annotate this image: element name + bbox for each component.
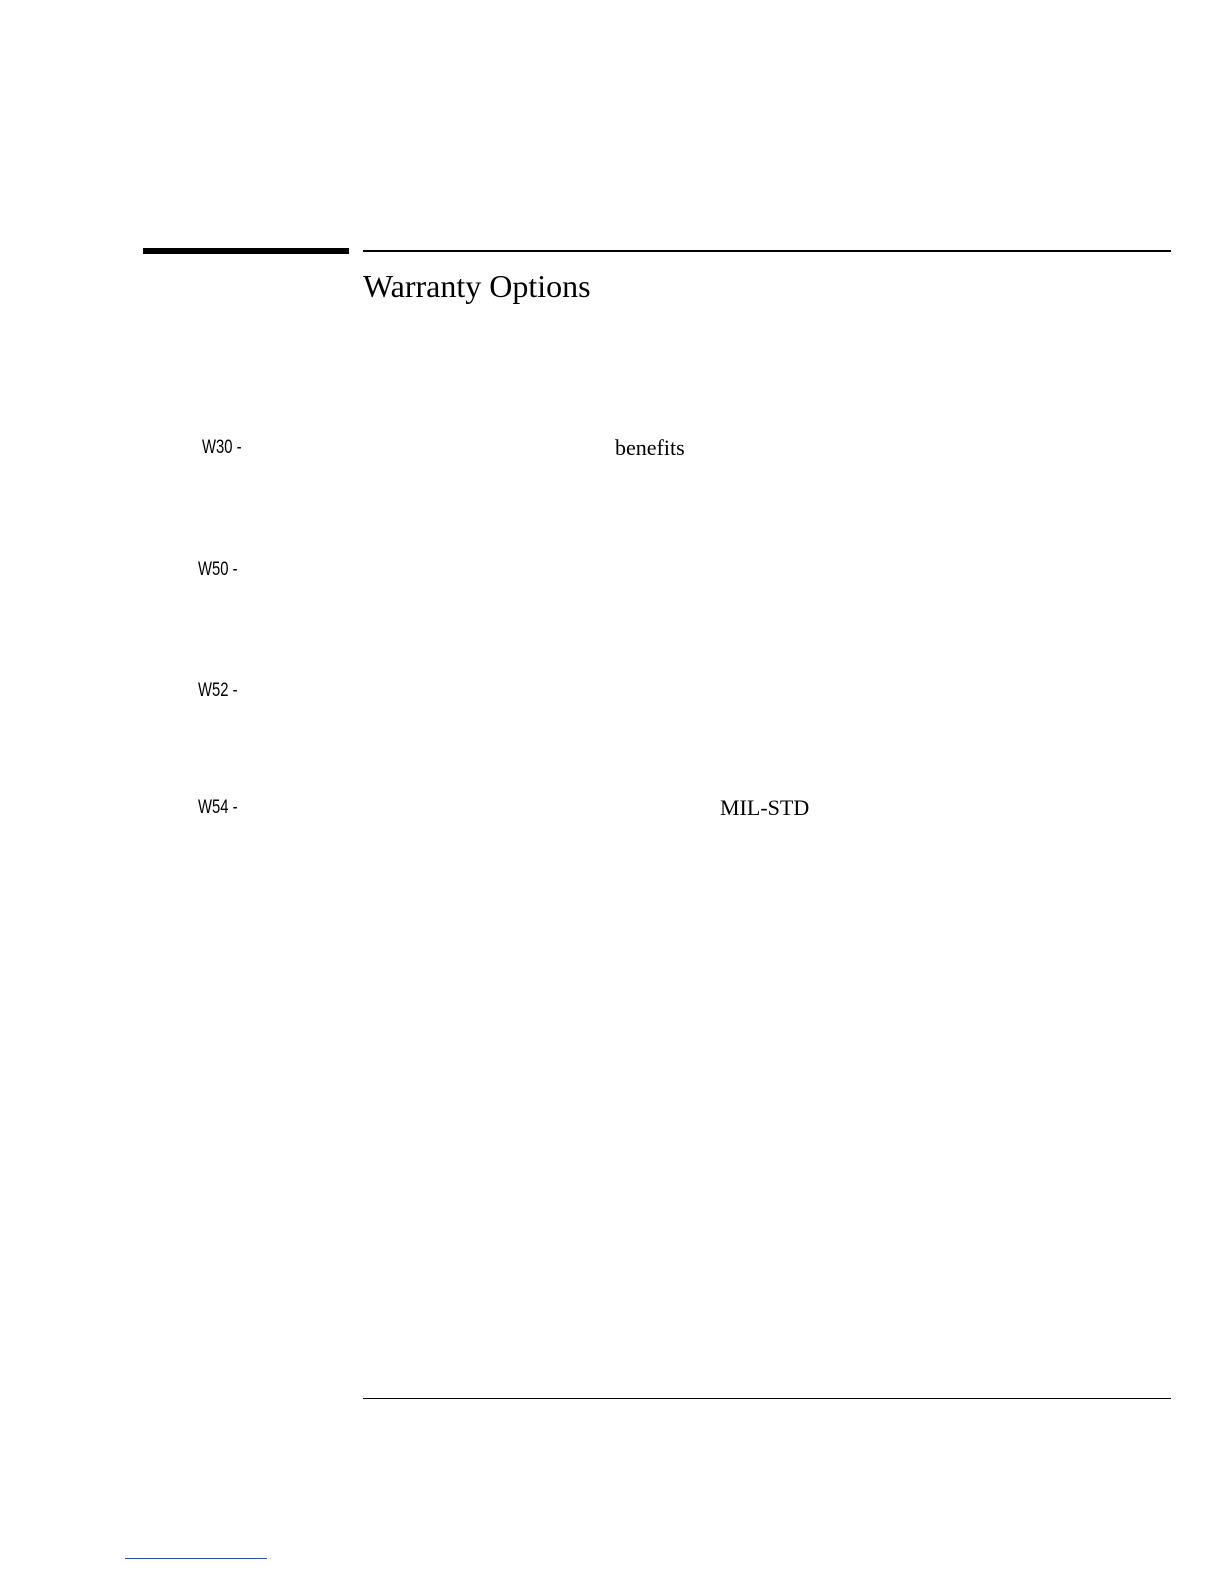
option-w30-text-fragment: benefits: [615, 435, 685, 460]
option-code-w30: W30 -: [202, 437, 242, 458]
option-code-w54: W54 -: [198, 797, 238, 818]
page-title: Warranty Options: [363, 268, 591, 304]
footer-rule: [125, 1558, 267, 1559]
option-code-w50: W50 -: [198, 559, 238, 580]
section-rule-thick: [143, 248, 349, 254]
section-rule-thin: [363, 250, 1171, 252]
bottom-rule: [363, 1398, 1171, 1399]
option-code-w52: W52 -: [198, 680, 238, 701]
option-w54-text-fragment: MIL-STD: [720, 795, 810, 820]
